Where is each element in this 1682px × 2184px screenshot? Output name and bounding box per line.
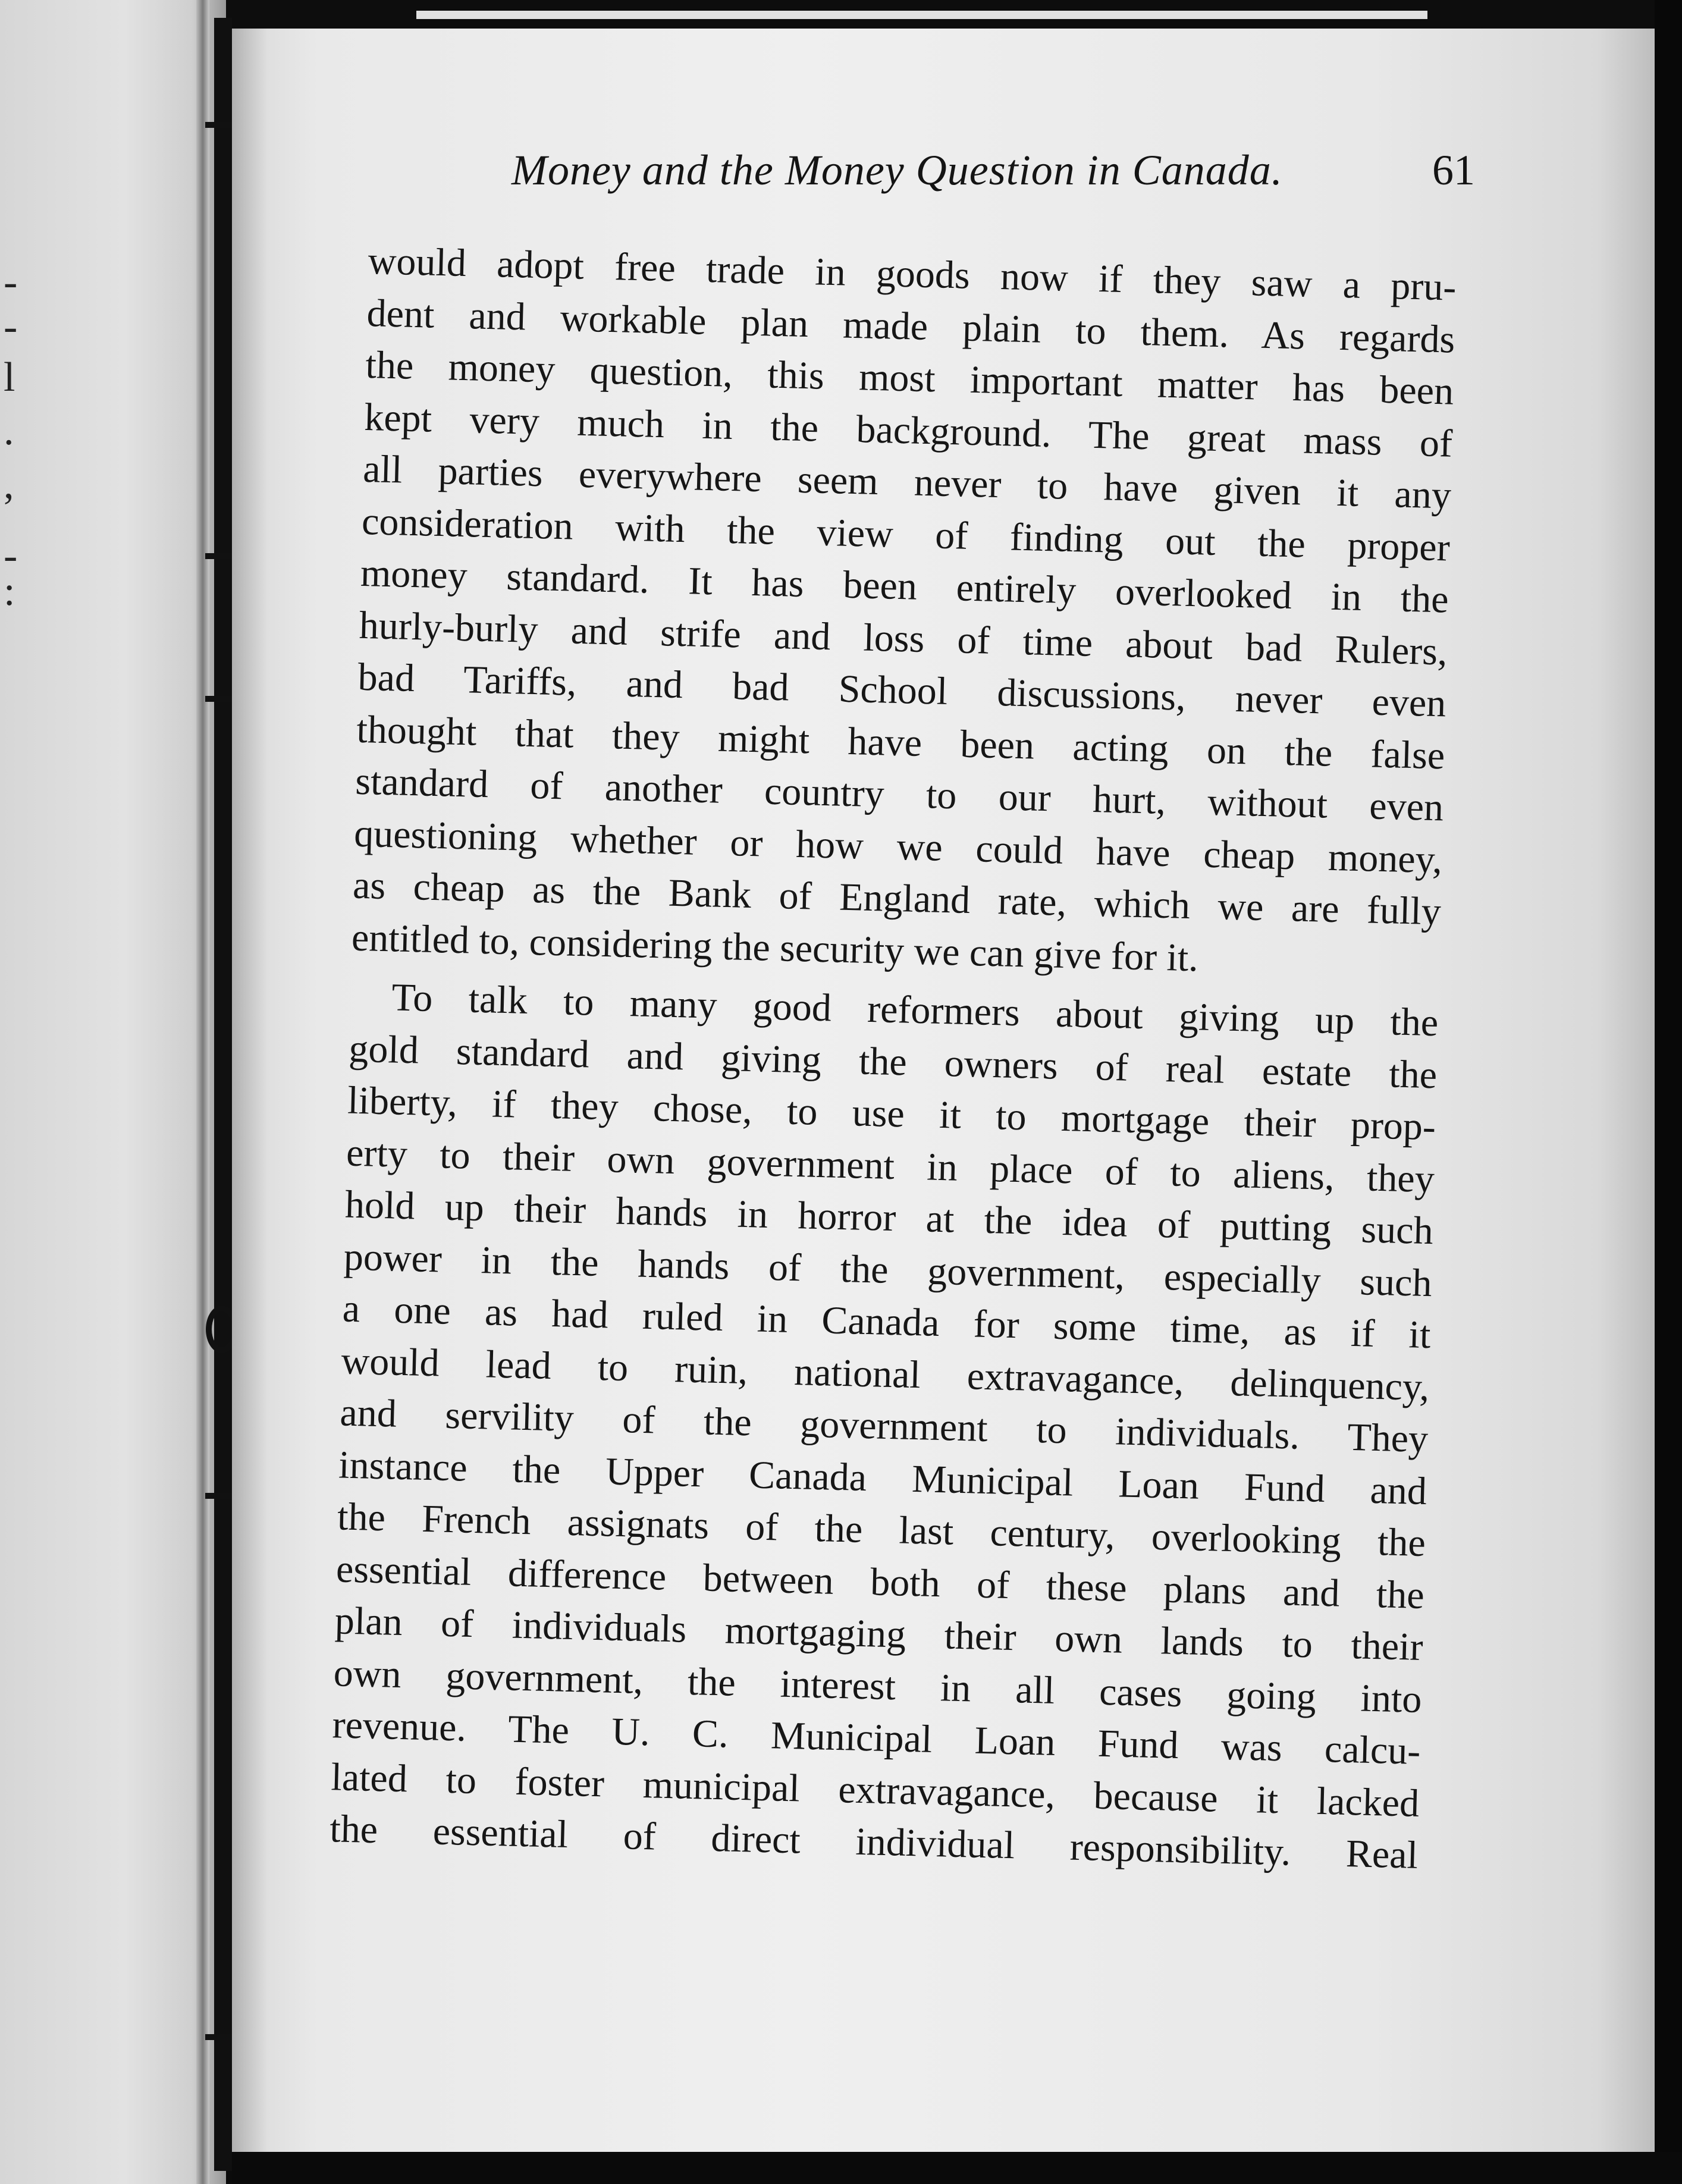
margin-mark: : [4,569,15,614]
text-line: and servility of the government to individuals. They [339,1391,1429,1461]
paragraph [351,235,1457,990]
text-line: dent and workable plan made plain to them. As regards [366,291,1456,362]
text-line: the essential of direct individual responsibility. Real [329,1807,1419,1877]
text-line: would adopt free trade in goods now if they saw a pru- [368,239,1457,309]
text-line: power in the hands of the government, especially such [343,1234,1433,1305]
text-line: entitled to, considering the security we can give for it. [351,915,1199,980]
text-line: kept very much in the background. The great mass of [363,395,1453,466]
text-line: standard of another country to our hurt, without even [354,759,1444,830]
text-line: thought that they might have been acting on the false [356,707,1446,777]
binding-edge [196,0,209,2184]
page-gutter-shadow [232,29,268,2152]
previous-page-marks [0,0,24,2184]
running-header [511,146,1475,211]
top-dark-border [0,0,1682,29]
body-text [329,235,1457,1881]
text-line: revenue. The U. C. Municipal Loan Fund was calcu- [331,1703,1421,1773]
text-line: hurly-burly and strife and loss of time about bad Rulers, [359,603,1448,674]
text-line: own government, the interest in all cases going into [333,1650,1423,1721]
text-line: hold up their hands in horror at the idea of putting such [344,1182,1434,1253]
margin-mark: - [4,533,18,579]
right-dark-border [1655,0,1682,2184]
text-line: bad Tariffs, and bad School discussions, never even [357,655,1447,726]
text-line: liberty, if they chose, to use it to mortgage their prop- [347,1078,1436,1149]
binding-gutter [214,18,232,2171]
text-line: consideration with the view of finding out the proper [361,499,1451,570]
paper-sliver [416,11,1427,19]
text-line: To talk to many good reformers about giving up the [391,975,1439,1045]
margin-mark: , [4,462,14,507]
text-line: the money question, this most important matter has been [365,343,1455,413]
margin-mark: - [4,259,18,305]
text-line: as cheap as the Bank of England rate, which we are fully [352,863,1442,934]
text-line: all parties everywhere seem never to have given it any [362,447,1452,517]
text-line: plan of individuals mortgaging their own lands to their [334,1599,1424,1670]
text-line: would lead to ruin, national extravagance, delinquency, [340,1338,1430,1409]
running-title: Money and the Money Question in Canada. [511,146,1283,194]
text-line: money standard. It has been entirely overlooked in the [360,551,1449,622]
text-line: the French assignats of the last century, overlooking the [337,1495,1426,1565]
bottom-dark-border [232,2152,1682,2184]
text-line: lated to foster municipal extravagance, because it lacked [330,1755,1420,1825]
text-line: erty to their own government in place of to aliens, they [346,1131,1435,1201]
margin-mark: . [4,408,14,454]
text-line: essential difference between both of these plans and the [335,1546,1425,1617]
text-line: questioning whether or how we could have cheap money, [353,811,1443,881]
margin-mark: l [4,354,15,400]
margin-mark: - [4,304,18,350]
page-number: 61 [1432,146,1475,194]
text-line: a one as had ruled in Canada for some time, as if it [341,1286,1432,1357]
previous-page-edge [0,0,226,2184]
text-line: gold standard and giving the owners of real estate the [348,1027,1438,1097]
paragraph [329,971,1439,1882]
text-line: instance the Upper Canada Municipal Loan Fund and [338,1442,1427,1513]
